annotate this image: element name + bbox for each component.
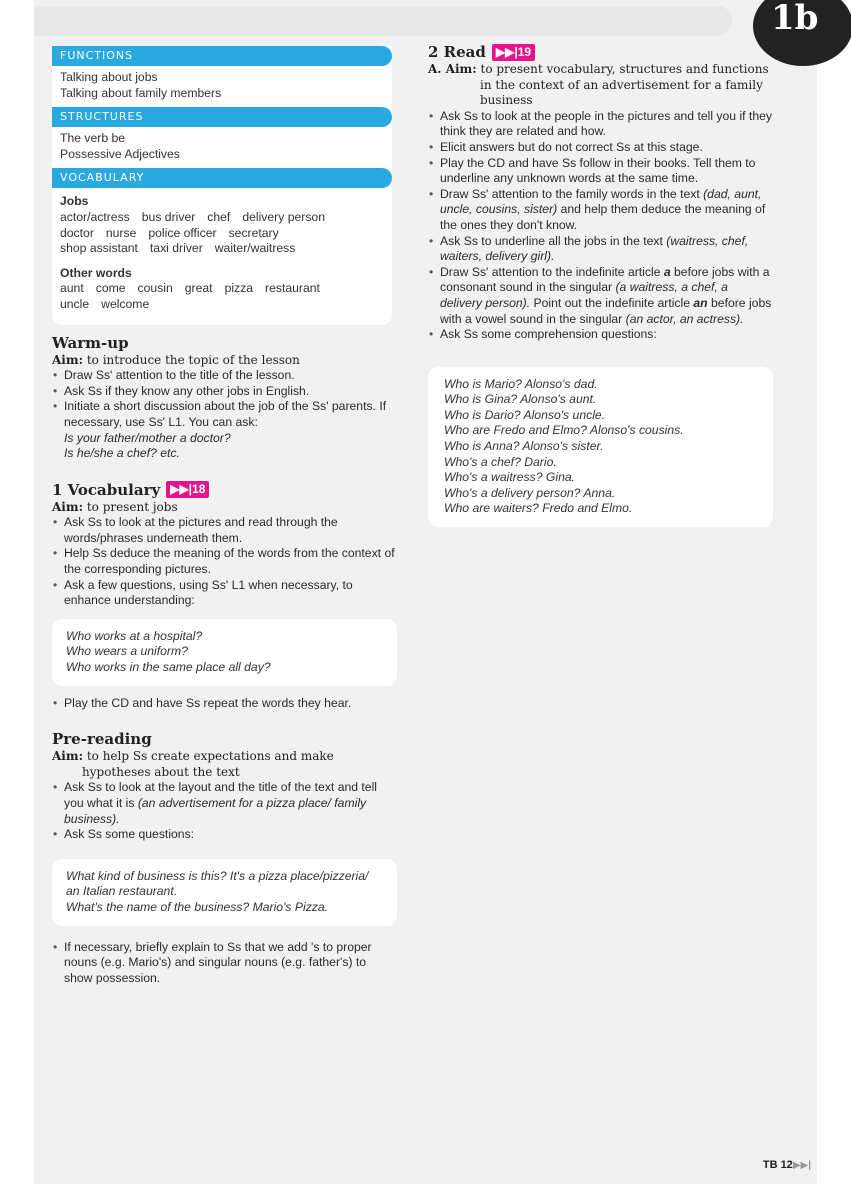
question-box: Who works at a hospital? Who wears a uniform? Who works in the same place all day? <box>52 619 397 686</box>
warmup-aim: Aim: to introduce the topic of the lesson <box>52 352 300 367</box>
prereading-aim: Aim: to help Ss create expectations and make <box>52 749 334 764</box>
audio-track-icon: ▶▶|19 <box>492 44 535 61</box>
jobs-heading: Jobs <box>60 194 89 209</box>
prereading-section: Pre-reading Aim: to help Ss create expectations and make hypotheses about the text • Ask Ss to look at the layout and the title of the text and tell you what it is (an advertisement for a pizza place/ family business). • Ask Ss some questions: What kind of business is this? It's a pizza place/pizzeria/ an Italian restaurant. What's the name of the business? Mario's Pizza. • If necessary, briefly explain to Ss that we add 's to proper nouns (e.g. Mario's) and singular nouns (e.g. father's) to show possession. <box>52 729 397 986</box>
functions-heading: FUNCTIONS <box>52 46 392 66</box>
top-bar <box>34 6 732 36</box>
vocabulary-section <box>52 480 397 712</box>
list-item: • Ask Ss to look at the people in the pictures and tell you if they think they are related and how. <box>428 109 773 140</box>
list-item: • Ask Ss to look at the pictures and read through the words/phrases underneath them. <box>52 515 397 546</box>
structures-heading: STRUCTURES <box>52 107 392 127</box>
unit-badge: 1b <box>753 0 851 66</box>
list-item: • Help Ss deduce the meaning of the words from the context of the corresponding pictures. <box>52 546 397 577</box>
other-words-list: aunt come cousin great pizza restaurant uncle welcome <box>60 281 320 311</box>
list-item: • Play the CD and have Ss repeat the words they hear. <box>52 696 397 712</box>
list-item: • Ask Ss if they know any other jobs in English. <box>52 384 397 400</box>
prereading-title: Pre-reading <box>52 730 152 749</box>
structure-item: Possessive Adjectives <box>60 146 180 161</box>
list-item: • Initiate a short discussion about the job of the Ss' parents. If necessary, use Ss' L1. You can ask: Is your father/mother a doctor? Is he/she a chef? etc. <box>52 399 397 461</box>
audio-track-icon: ▶▶|18 <box>166 481 209 498</box>
warmup-section <box>52 333 397 462</box>
right-column: 2 Read ▶▶|19 A. Aim: to present vocabulary, structures and functions in the context of an advertisement for a family business • Ask Ss to look at the people in the pictures and tell you if they think they are related and how. • Elicit answers but do not correct Ss at this stage. • Play the CD and have Ss follow in their books. Tell them to underline any unknown words at the same time. • Draw Ss' attention to the family words in the text (dad, aunt, uncle, cousins, sister) and help them deduce the meaning of the ones they don't know. • Ask Ss to underline all the jobs in the text (waitress, chef, waiters, delivery girl). • Draw Ss' attention to the indefinite article a before jobs with a consonant sound in the singular (a waitress, a chef, a delivery person). Point out the indefinite article an before jobs with a vowel sound in the singular (an actor, an actress). • Ask Ss some comprehension questions: Who is Mario? Alonso's dad. Who is Gina? Alonso's aunt. Who is Dario? Alonso's uncle. Who are Fredo and Elmo? Alonso's cousins. Who is Anna? Alonso's sister. Who's a chef? Dario. Who's a waitress? Gina. Who's a delivery person? Anna. Who are waiters? Fredo and Elmo. <box>428 42 773 537</box>
vocabulary-aim: Aim: to present jobs <box>52 499 178 514</box>
list-item: • Draw Ss' attention to the title of the lesson. <box>52 368 397 384</box>
structure-item: The verb be <box>60 131 126 146</box>
other-words-heading: Other words <box>60 265 132 280</box>
list-item: • If necessary, briefly explain to Ss that we add 's to proper nouns (e.g. Mario's) and singular nouns (e.g. father's) to show possession. <box>52 940 397 987</box>
list-item: • Ask Ss some comprehension questions: <box>428 327 773 343</box>
jobs-list: actor/actress bus driver chef delivery person doctor nurse police officer secretary shop assistant taxi driver waiter/waitress <box>60 209 325 256</box>
read-title: 2 Read ▶▶|19 <box>428 42 773 62</box>
read-aim: A. Aim: to present vocabulary, structures and functions <box>428 62 769 76</box>
page-number: TB 12▶▶| <box>762 1159 811 1172</box>
comprehension-question-box: Who is Mario? Alonso's dad. Who is Gina? Alonso's aunt. Who is Dario? Alonso's uncle. Who are Fredo and Elmo? Alonso's cousins. Who is Anna? Alonso's sister. Who's a chef? Dario. Who's a waitress? Gina. Who's a delivery person? Anna. Who are waiters? Fredo and Elmo. <box>428 367 773 527</box>
list-item: • Ask Ss some questions: <box>52 827 397 843</box>
list-item: • Elicit answers but do not correct Ss at this stage. <box>428 140 773 156</box>
list-item: • Draw Ss' attention to the indefinite article a before jobs with a consonant sound in the singular (a waitress, a chef, a delivery person). Point out the indefinite article an before jobs with a vowel sound in the singular (an actor, an actress). <box>428 265 773 327</box>
list-item: • Ask Ss to look at the layout and the title of the text and tell you what it is (an advertisement for a pizza place/ family business). <box>52 780 397 827</box>
question-box: What kind of business is this? It's a pizza place/pizzeria/ an Italian restaurant. What's the name of the business? Mario's Pizza. <box>52 859 397 926</box>
forward-icon: ▶▶| <box>792 1160 811 1172</box>
info-box <box>52 46 392 325</box>
left-column <box>52 46 397 986</box>
vocabulary-heading: VOCABULARY <box>52 168 392 188</box>
list-item: • Ask Ss to underline all the jobs in the text (waitress, chef, waiters, delivery girl). <box>428 234 773 265</box>
function-item: Talking about jobs <box>60 70 158 84</box>
vocabulary-title: 1 Vocabulary ▶▶|18 <box>52 480 397 500</box>
list-item: • Ask a few questions, using Ss' L1 when necessary, to enhance understanding: <box>52 578 397 609</box>
list-item: • Draw Ss' attention to the family words in the text (dad, aunt, uncle, cousins, sister) and help them deduce the meaning of the ones they don't know. <box>428 187 773 234</box>
function-item: Talking about family members <box>60 85 222 100</box>
list-item: • Play the CD and have Ss follow in their books. Tell them to underline any unknown words at the same time. <box>428 156 773 187</box>
warmup-title: Warm-up <box>52 333 129 352</box>
